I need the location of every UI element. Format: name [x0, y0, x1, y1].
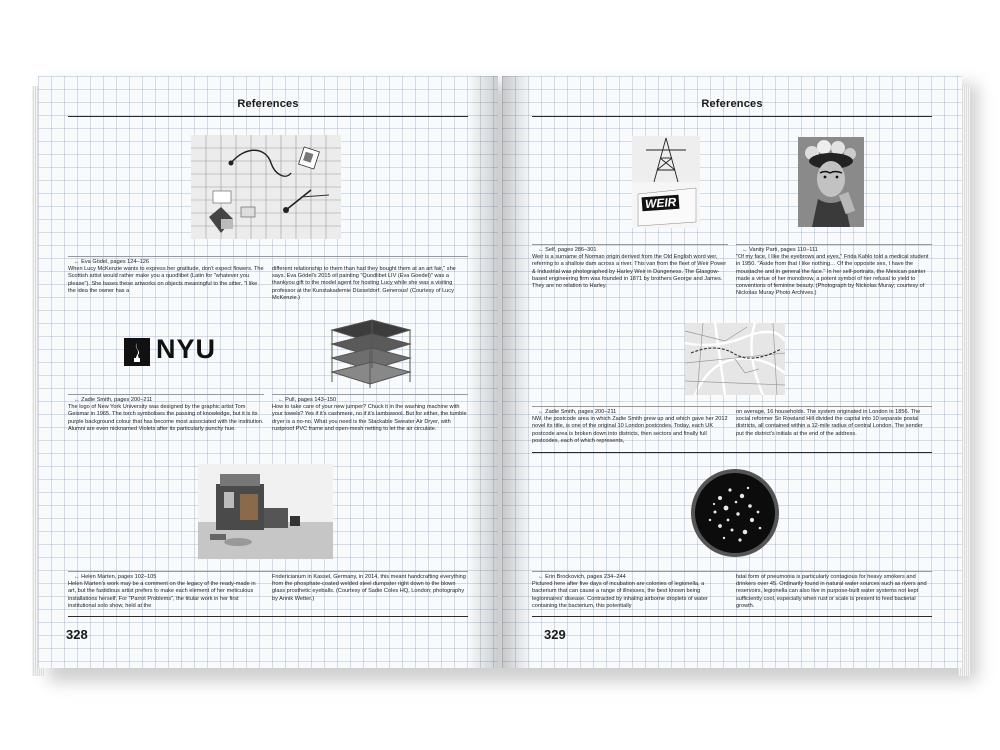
caption-title: ← Pull, pages 143–150 — [278, 397, 337, 403]
header-rule — [68, 116, 468, 117]
sweater-dryer-photo — [322, 312, 418, 388]
caption-text: fatal form of pneumonia is particularly contagious for heavy smokers and drinkers over 45. Ordinarily found in natural water sources such as rivers and reservoirs, legionella can also live in purpose-built water systems not kept sufficiently cool, especially when rust or scale is present to feed bacterial growth. — [736, 574, 927, 609]
caption-text: NW, the postcode area in which Zadie Smith grew up and which gave her 2012 novel its title, is one of the original 10 London postcodes. Today, each UK postcode area is broken down into districts, then sectors and finally full postcodes, each of which represents, — [532, 416, 728, 444]
header-rule — [532, 116, 932, 117]
left-page — [38, 76, 498, 668]
caption-helen-marten-cont — [272, 574, 468, 622]
caption-pull — [272, 397, 468, 447]
caption-text: "Of my face, I like the eyebrows and eyes," Frida Kahlo told a medical student in 1950. "Aside from that I like nothing… Of the opposite sex, I have the moustache and in general the face." In her self-portraits, the Mexican painter made a virtue of her monobrow, a potent symbol of her refusal to yield to conventions of feminine beauty. (Photograph by Nickolas Muray; courtesy of Nickolas Muray Photo Archives.) — [736, 254, 929, 297]
caption-zadie-smith-nw — [532, 409, 728, 461]
caption-text: When Lucy McKenzie wants to express her gratitude, don't expect flowers. The Scottish artist would rather make you a quodlibet (Latin for "whatever you please"). She bases these artworks on objects meaningful to the sitter. "I like the idea the owner has a — [68, 266, 264, 294]
entry-rule — [532, 571, 932, 572]
weir-sign-text: WEIR — [642, 195, 680, 212]
caption-eva-godel-cont — [272, 266, 468, 318]
entry-rule — [68, 394, 264, 395]
running-head: References — [701, 98, 763, 110]
caption-text: Weir is a surname of Norman origin derived from the Old English word wer, referring to a shallow dam across a river. This van from the fleet of Weir Power & Industrial was photographed by Harley Weir in Dungeness. The Glasgow-based engineering firm was founded in 1871 by brothers George and James. They are no relation to Harley. — [532, 254, 727, 290]
caption-text: Fridericianum in Kassel, Germany, in 2014, this meant handcrafting everything from the phosphate-coated welded steel dumpster right down to the blown glass prosthetic eyeballs. (Courtesy of Sadie Coles HQ, London; photography by Annik Wetter.) — [272, 574, 466, 602]
caption-title: ← Vanity Parti, pages 110–111 — [742, 247, 818, 253]
caption-text: different relationship to them than had they bought them at an art fair," she says. Eva Gödel's 2015 oil painting "Quodlibet LIV (Eva Goedel)" was a thankyou gift to the model agent for hosting Lucy while she was a visiting professor at the Kunstakademie Düsseldorf. Generous! (Courtesy of Lucy McKenzie.) — [272, 266, 456, 301]
open-book — [30, 76, 970, 674]
caption-text: Helen Marten's work may be a comment on the legacy of the ready-made in art, but the fastidious artist prefers to make each element of her meticulous installations herself. For "Parrot Problems", the titular work in her first institutional solo show, held at the — [68, 581, 256, 609]
entry-rule — [532, 406, 932, 407]
footer-rule — [68, 616, 468, 617]
caption-text: Pictured here after five days of incubation are colonies of legionella, a bacterium that can cause a range of illnesses, the best known being legionnaires' disease. Contracted by inhaling airborne droplets of water containing the bacterium, this potentially — [532, 581, 708, 609]
frida-kahlo-portrait-photo — [798, 137, 864, 227]
page-number: 329 — [544, 627, 566, 642]
caption-helen-marten — [68, 574, 264, 622]
caption-title: ← Self, pages 286–301 — [538, 247, 597, 253]
caption-title: ← Zadie Smith, pages 200–211 — [74, 397, 153, 403]
caption-text: The logo of New York University was designed by the graphic artist Tom Geismar in 1965. The torch symbolises the passing of knowledge, but it is its purple background colour that has become most associated with the institution. Alumni are even nicknamed Violets after its particularly punchy hue. — [68, 404, 264, 432]
caption-text: How to take care of your new jumper? Chuck it in the washing machine with your towels? Yes if it's cashmere, no if it's lambswool. But for either, the tumble dryer is a no-no. What you need is the Stackable Sweater Air Dryer, with rustproof PVC frame and open-mesh netting to let the air circulate. — [272, 404, 467, 432]
caption-text: on average, 16 households. The system originated in London in 1856. The social reformer Sir Rowland Hill divided the capital into 10 separate postal districts, all contained within a 12-mile radius of central London. The sender put the district's initials at the end of the address. — [736, 409, 923, 437]
right-gutter-shadow — [502, 76, 532, 668]
caption-self — [532, 247, 728, 305]
entry-rule — [532, 244, 728, 245]
left-gutter-shadow — [468, 76, 498, 668]
entry-rule — [736, 244, 932, 245]
entry-rule — [532, 452, 932, 453]
entry-rule — [272, 394, 468, 395]
caption-erin-brockovich — [532, 574, 728, 622]
entry-rule — [68, 571, 468, 572]
page-number: 328 — [66, 627, 88, 642]
nyu-logo-text: NYU — [156, 334, 217, 364]
legionella-petri-dish-photo — [690, 468, 780, 558]
london-postcode-map-photo — [685, 323, 785, 395]
weir-van-photo — [632, 136, 700, 228]
caption-title: ← Zadie Smith, pages 200–211 — [538, 409, 617, 415]
caption-title: ← Erin Brockovich, pages 234–244 — [538, 574, 626, 580]
caption-eva-godel — [68, 259, 264, 319]
caption-zadie-smith-nw-cont — [736, 409, 932, 461]
caption-zadie-smith-nyu — [68, 397, 264, 447]
caption-title: ← Eva Gödel, pages 124–126 — [74, 259, 149, 265]
entry-rule — [68, 256, 468, 257]
quodlibet-painting-photo — [191, 135, 341, 239]
running-head: References — [237, 98, 299, 110]
parrot-problems-installation-photo — [198, 464, 333, 559]
footer-rule — [532, 616, 932, 617]
caption-vanity-parti — [736, 247, 932, 307]
caption-erin-brockovich-cont — [736, 574, 932, 622]
right-page — [502, 76, 962, 668]
caption-title: ← Helen Marten, pages 102–105 — [74, 574, 157, 580]
